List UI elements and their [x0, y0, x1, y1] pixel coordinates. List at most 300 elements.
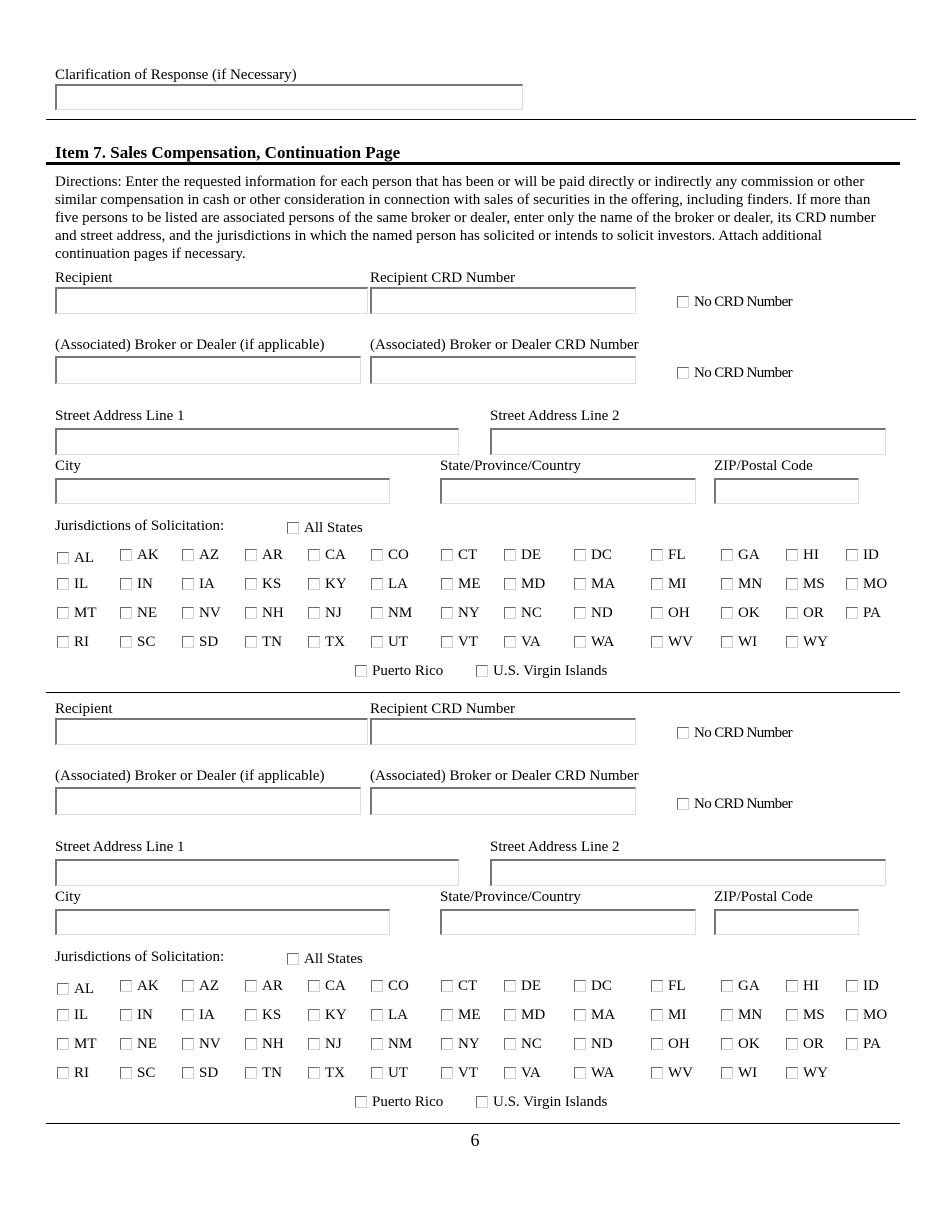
checkbox-label: CT	[458, 978, 478, 994]
checkbox-label: AZ	[199, 547, 219, 563]
state-checkbox-de[interactable]	[504, 546, 541, 564]
state-checkbox-md[interactable]	[504, 575, 545, 593]
state-checkbox-wy[interactable]	[786, 1064, 828, 1082]
checkbox-box[interactable]	[371, 549, 383, 561]
state-checkbox-id[interactable]	[846, 977, 879, 995]
state-checkbox-mo[interactable]	[846, 1006, 887, 1024]
checkbox-box[interactable]	[441, 1038, 453, 1050]
checkbox-label: LA	[388, 576, 408, 592]
no-crd-checkbox-broker[interactable]	[677, 364, 792, 382]
checkbox-box[interactable]	[504, 549, 516, 561]
checkbox-box[interactable]	[308, 1067, 320, 1079]
checkbox-label: RI	[74, 634, 89, 650]
state-checkbox-de[interactable]	[504, 977, 541, 995]
checkbox-label: WI	[738, 1065, 758, 1081]
state-checkbox-ar[interactable]	[245, 546, 283, 564]
checkbox-box[interactable]	[182, 578, 194, 590]
checkbox-box[interactable]	[120, 578, 132, 590]
state-checkbox-ct[interactable]	[441, 546, 477, 564]
state-checkbox-or[interactable]	[786, 1035, 824, 1053]
state-checkbox-ut[interactable]	[371, 633, 408, 651]
checkbox-box[interactable]	[721, 1067, 733, 1079]
checkbox-label: ND	[591, 605, 613, 621]
state-checkbox-ma[interactable]	[574, 575, 615, 593]
page-number: 6	[470, 1130, 480, 1150]
checkbox-box[interactable]	[120, 980, 132, 992]
state-checkbox-co[interactable]	[371, 546, 409, 564]
checkbox-box[interactable]	[355, 1096, 367, 1108]
state-checkbox-ct[interactable]	[441, 977, 477, 995]
checkbox-box[interactable]	[441, 636, 453, 648]
checkbox-label: WA	[591, 634, 615, 650]
checkbox-box[interactable]	[245, 636, 257, 648]
state-checkbox-nd[interactable]	[574, 604, 613, 622]
state-checkbox-ri[interactable]	[57, 1064, 89, 1082]
state-checkbox-ca[interactable]	[308, 977, 346, 995]
state-checkbox-ky[interactable]	[308, 1006, 347, 1024]
checkbox-box[interactable]	[574, 1009, 586, 1021]
checkbox-box[interactable]	[651, 1067, 663, 1079]
broker-label: (Associated) Broker or Dealer (if applicable)	[55, 768, 325, 784]
state-checkbox-ga[interactable]	[721, 546, 760, 564]
state-checkbox-mn[interactable]	[721, 575, 762, 593]
checkbox-label: All States	[304, 520, 363, 536]
checkbox-box[interactable]	[476, 1096, 488, 1108]
state-checkbox-ny[interactable]	[441, 604, 480, 622]
checkbox-box[interactable]	[504, 1038, 516, 1050]
broker-crd-input[interactable]	[370, 356, 636, 384]
state-checkbox-pa[interactable]	[846, 1035, 881, 1053]
checkbox-box[interactable]	[245, 980, 257, 992]
checkbox-label: SD	[199, 1065, 219, 1081]
checkbox-box[interactable]	[574, 1038, 586, 1050]
broker-crd-label: (Associated) Broker or Dealer CRD Number	[370, 337, 639, 353]
state-checkbox-in[interactable]	[120, 575, 153, 593]
state-checkbox-al[interactable]	[57, 549, 94, 567]
checkbox-box[interactable]	[651, 1009, 663, 1021]
checkbox-label: MN	[738, 1007, 763, 1023]
checkbox-box[interactable]	[574, 607, 586, 619]
checkbox-box[interactable]	[504, 607, 516, 619]
state-checkbox-sc[interactable]	[120, 633, 155, 651]
checkbox-box[interactable]	[721, 980, 733, 992]
checkbox-label: HI	[803, 547, 819, 563]
checkbox-label: OK	[738, 605, 760, 621]
clarification-input[interactable]	[55, 84, 523, 110]
state-checkbox-me[interactable]	[441, 575, 481, 593]
state-checkbox-co[interactable]	[371, 977, 409, 995]
state-checkbox-ri[interactable]	[57, 633, 89, 651]
checkbox-box[interactable]	[786, 1067, 798, 1079]
state-checkbox-nh[interactable]	[245, 1035, 284, 1053]
state-checkbox-ia[interactable]	[182, 575, 215, 593]
checkbox-box[interactable]	[786, 636, 798, 648]
checkbox-box[interactable]	[57, 636, 69, 648]
checkbox-label: ND	[591, 1036, 613, 1052]
checkbox-box[interactable]	[120, 549, 132, 561]
state-checkbox-mo[interactable]	[846, 575, 887, 593]
no-crd-checkbox-broker[interactable]	[677, 795, 792, 813]
checkbox-box[interactable]	[677, 798, 689, 810]
state-checkbox-mn[interactable]	[721, 1006, 762, 1024]
checkbox-box[interactable]	[245, 578, 257, 590]
checkbox-box[interactable]	[120, 1009, 132, 1021]
state-checkbox-mi[interactable]	[651, 1006, 686, 1024]
state-checkbox-ky[interactable]	[308, 575, 347, 593]
street1-input[interactable]	[55, 859, 459, 886]
checkbox-box[interactable]	[371, 1038, 383, 1050]
state-checkbox-tx[interactable]	[308, 1064, 345, 1082]
checkbox-box[interactable]	[721, 549, 733, 561]
state-checkbox-ms[interactable]	[786, 1006, 825, 1024]
state-checkbox-wy[interactable]	[786, 633, 828, 651]
checkbox-label: NC	[521, 1036, 542, 1052]
checkbox-label: FL	[668, 978, 686, 994]
checkbox-box[interactable]	[721, 578, 733, 590]
checkbox-box[interactable]	[574, 549, 586, 561]
state-checkbox-nh[interactable]	[245, 604, 284, 622]
state-checkbox-pa[interactable]	[846, 604, 881, 622]
checkbox-box[interactable]	[308, 1038, 320, 1050]
checkbox-box[interactable]	[721, 607, 733, 619]
checkbox-box[interactable]	[846, 1009, 858, 1021]
checkbox-box[interactable]	[182, 636, 194, 648]
checkbox-label: HI	[803, 978, 819, 994]
state-checkbox-nv[interactable]	[182, 604, 221, 622]
checkbox-box[interactable]	[308, 607, 320, 619]
checkbox-box[interactable]	[677, 296, 689, 308]
state-checkbox-az[interactable]	[182, 546, 219, 564]
jurisdictions-label: Jurisdictions of Solicitation:	[55, 949, 225, 965]
checkbox-box[interactable]	[651, 636, 663, 648]
checkbox-label: GA	[738, 547, 760, 563]
state-checkbox-fl[interactable]	[651, 546, 686, 564]
checkbox-box[interactable]	[57, 578, 69, 590]
state-checkbox-il[interactable]	[57, 1006, 88, 1024]
checkbox-box[interactable]	[57, 552, 69, 564]
checkbox-label: VA	[521, 634, 541, 650]
street2-input[interactable]	[490, 859, 886, 886]
usvi-checkbox[interactable]	[476, 662, 607, 680]
checkbox-box[interactable]	[441, 980, 453, 992]
recipient-input[interactable]	[55, 287, 368, 314]
state-checkbox-in[interactable]	[120, 1006, 153, 1024]
recipient-crd-input[interactable]	[370, 287, 636, 314]
state-checkbox-wv[interactable]	[651, 1064, 693, 1082]
state-checkbox-hi[interactable]	[786, 977, 819, 995]
checkbox-box[interactable]	[182, 1009, 194, 1021]
checkbox-box[interactable]	[308, 578, 320, 590]
checkbox-box[interactable]	[245, 549, 257, 561]
checkbox-label: Puerto Rico	[372, 1094, 444, 1110]
state-checkbox-az[interactable]	[182, 977, 219, 995]
checkbox-label: All States	[304, 951, 363, 967]
checkbox-box[interactable]	[371, 607, 383, 619]
checkbox-label: U.S. Virgin Islands	[493, 1094, 608, 1110]
checkbox-label: NY	[458, 1036, 480, 1052]
state-checkbox-nm[interactable]	[371, 604, 412, 622]
state-checkbox-nj[interactable]	[308, 604, 342, 622]
checkbox-box[interactable]	[308, 636, 320, 648]
zip-label: ZIP/Postal Code	[714, 458, 813, 474]
state-checkbox-il[interactable]	[57, 575, 88, 593]
checkbox-box[interactable]	[677, 727, 689, 739]
checkbox-box[interactable]	[786, 980, 798, 992]
checkbox-box[interactable]	[287, 953, 299, 965]
checkbox-box[interactable]	[57, 1009, 69, 1021]
checkbox-box[interactable]	[786, 1009, 798, 1021]
state-checkbox-hi[interactable]	[786, 546, 819, 564]
checkbox-box[interactable]	[355, 665, 367, 677]
state-label: State/Province/Country	[440, 889, 581, 905]
checkbox-label: AK	[137, 978, 159, 994]
checkbox-label: VA	[521, 1065, 541, 1081]
state-checkbox-tn[interactable]	[245, 1064, 282, 1082]
checkbox-label: U.S. Virgin Islands	[493, 663, 608, 679]
checkbox-box[interactable]	[441, 549, 453, 561]
checkbox-label: OR	[803, 1036, 824, 1052]
state-checkbox-sc[interactable]	[120, 1064, 155, 1082]
state-checkbox-ne[interactable]	[120, 1035, 157, 1053]
checkbox-box[interactable]	[57, 1038, 69, 1050]
state-checkbox-nm[interactable]	[371, 1035, 412, 1053]
checkbox-box[interactable]	[441, 1067, 453, 1079]
checkbox-box[interactable]	[504, 980, 516, 992]
state-checkbox-dc[interactable]	[574, 977, 612, 995]
checkbox-label: NH	[262, 605, 284, 621]
puerto-rico-checkbox[interactable]	[355, 1093, 443, 1111]
checkbox-box[interactable]	[651, 980, 663, 992]
checkbox-box[interactable]	[182, 980, 194, 992]
state-checkbox-wv[interactable]	[651, 633, 693, 651]
state-checkbox-tn[interactable]	[245, 633, 282, 651]
checkbox-box[interactable]	[308, 549, 320, 561]
state-checkbox-ak[interactable]	[120, 977, 159, 995]
checkbox-box[interactable]	[721, 636, 733, 648]
state-checkbox-ma[interactable]	[574, 1006, 615, 1024]
checkbox-box[interactable]	[651, 549, 663, 561]
state-checkbox-oh[interactable]	[651, 604, 690, 622]
checkbox-box[interactable]	[651, 1038, 663, 1050]
state-checkbox-md[interactable]	[504, 1006, 545, 1024]
checkbox-box[interactable]	[308, 1009, 320, 1021]
checkbox-box[interactable]	[721, 1038, 733, 1050]
checkbox-box[interactable]	[846, 549, 858, 561]
state-checkbox-nj[interactable]	[308, 1035, 342, 1053]
checkbox-box[interactable]	[287, 522, 299, 534]
checkbox-box[interactable]	[786, 549, 798, 561]
state-checkbox-ar[interactable]	[245, 977, 283, 995]
state-checkbox-dc[interactable]	[574, 546, 612, 564]
state-input[interactable]	[440, 909, 696, 935]
checkbox-box[interactable]	[786, 578, 798, 590]
state-checkbox-nd[interactable]	[574, 1035, 613, 1053]
state-checkbox-la[interactable]	[371, 575, 408, 593]
checkbox-label: KY	[325, 1007, 347, 1023]
state-checkbox-al[interactable]	[57, 980, 94, 998]
state-checkbox-wi[interactable]	[721, 633, 757, 651]
checkbox-box[interactable]	[651, 578, 663, 590]
state-checkbox-nc[interactable]	[504, 604, 542, 622]
checkbox-box[interactable]	[574, 578, 586, 590]
broker-input[interactable]	[55, 787, 361, 815]
broker-crd-input[interactable]	[370, 787, 636, 815]
no-crd-checkbox-recipient[interactable]	[677, 293, 792, 311]
street1-label: Street Address Line 1	[55, 408, 185, 424]
state-checkbox-tx[interactable]	[308, 633, 345, 651]
state-checkbox-ca[interactable]	[308, 546, 346, 564]
recipient-input[interactable]	[55, 718, 368, 745]
checkbox-box[interactable]	[476, 665, 488, 677]
checkbox-box[interactable]	[371, 980, 383, 992]
zip-input[interactable]	[714, 478, 859, 504]
no-crd-checkbox-recipient[interactable]	[677, 724, 792, 742]
checkbox-label: NJ	[325, 605, 342, 621]
state-checkbox-va[interactable]	[504, 1064, 541, 1082]
checkbox-box[interactable]	[245, 1067, 257, 1079]
state-checkbox-mt[interactable]	[57, 1035, 97, 1053]
state-checkbox-vt[interactable]	[441, 1064, 478, 1082]
checkbox-box[interactable]	[57, 983, 69, 995]
state-checkbox-ga[interactable]	[721, 977, 760, 995]
checkbox-box[interactable]	[846, 607, 858, 619]
state-checkbox-sd[interactable]	[182, 1064, 218, 1082]
section-divider	[46, 119, 916, 120]
checkbox-box[interactable]	[182, 1067, 194, 1079]
checkbox-box[interactable]	[308, 980, 320, 992]
state-checkbox-ok[interactable]	[721, 604, 760, 622]
checkbox-label: MT	[74, 605, 97, 621]
state-checkbox-mt[interactable]	[57, 604, 97, 622]
recipient-crd-input[interactable]	[370, 718, 636, 745]
checkbox-box[interactable]	[371, 636, 383, 648]
checkbox-box[interactable]	[245, 1038, 257, 1050]
checkbox-label: MO	[863, 1007, 888, 1023]
checkbox-box[interactable]	[574, 636, 586, 648]
zip-input[interactable]	[714, 909, 859, 935]
checkbox-box[interactable]	[574, 980, 586, 992]
all-states-checkbox[interactable]	[287, 950, 363, 968]
checkbox-label: NM	[388, 605, 413, 621]
checkbox-box[interactable]	[371, 1009, 383, 1021]
street2-input[interactable]	[490, 428, 886, 455]
checkbox-label: UT	[388, 634, 408, 650]
checkbox-label: MT	[74, 1036, 97, 1052]
state-checkbox-wa[interactable]	[574, 1064, 614, 1082]
checkbox-box[interactable]	[245, 607, 257, 619]
checkbox-label: AL	[74, 550, 94, 566]
street1-input[interactable]	[55, 428, 459, 455]
checkbox-box[interactable]	[846, 980, 858, 992]
state-checkbox-la[interactable]	[371, 1006, 408, 1024]
state-checkbox-nc[interactable]	[504, 1035, 542, 1053]
item7-heading: Item 7. Sales Compensation, Continuation Page	[55, 143, 401, 162]
usvi-checkbox[interactable]	[476, 1093, 607, 1111]
state-checkbox-wa[interactable]	[574, 633, 614, 651]
state-checkbox-mi[interactable]	[651, 575, 686, 593]
state-checkbox-ne[interactable]	[120, 604, 157, 622]
checkbox-label: MI	[668, 576, 687, 592]
checkbox-box[interactable]	[57, 1067, 69, 1079]
checkbox-box[interactable]	[441, 1009, 453, 1021]
state-checkbox-id[interactable]	[846, 546, 879, 564]
checkbox-box[interactable]	[786, 1038, 798, 1050]
checkbox-box[interactable]	[504, 636, 516, 648]
broker-crd-label: (Associated) Broker or Dealer CRD Number	[370, 768, 639, 784]
state-checkbox-or[interactable]	[786, 604, 824, 622]
state-checkbox-ok[interactable]	[721, 1035, 760, 1053]
street1-label: Street Address Line 1	[55, 839, 185, 855]
state-checkbox-ia[interactable]	[182, 1006, 215, 1024]
checkbox-box[interactable]	[441, 607, 453, 619]
checkbox-box[interactable]	[504, 1009, 516, 1021]
state-checkbox-vt[interactable]	[441, 633, 478, 651]
state-checkbox-ut[interactable]	[371, 1064, 408, 1082]
checkbox-box[interactable]	[182, 1038, 194, 1050]
broker-input[interactable]	[55, 356, 361, 384]
checkbox-box[interactable]	[504, 578, 516, 590]
city-input[interactable]	[55, 909, 390, 935]
checkbox-label: MS	[803, 576, 825, 592]
checkbox-box[interactable]	[441, 578, 453, 590]
checkbox-box[interactable]	[182, 549, 194, 561]
checkbox-box[interactable]	[846, 1038, 858, 1050]
checkbox-box[interactable]	[120, 1067, 132, 1079]
checkbox-label: IA	[199, 1007, 215, 1023]
state-checkbox-ak[interactable]	[120, 546, 159, 564]
puerto-rico-checkbox[interactable]	[355, 662, 443, 680]
checkbox-box[interactable]	[574, 1067, 586, 1079]
state-checkbox-wi[interactable]	[721, 1064, 757, 1082]
checkbox-box[interactable]	[120, 607, 132, 619]
checkbox-label: UT	[388, 1065, 408, 1081]
checkbox-box[interactable]	[120, 636, 132, 648]
state-checkbox-ks[interactable]	[245, 575, 281, 593]
checkbox-box[interactable]	[721, 1009, 733, 1021]
state-checkbox-ny[interactable]	[441, 1035, 480, 1053]
checkbox-box[interactable]	[371, 578, 383, 590]
checkbox-box[interactable]	[245, 1009, 257, 1021]
checkbox-box[interactable]	[371, 1067, 383, 1079]
state-checkbox-fl[interactable]	[651, 977, 686, 995]
checkbox-label: DC	[591, 547, 612, 563]
checkbox-box[interactable]	[677, 367, 689, 379]
state-input[interactable]	[440, 478, 696, 504]
state-checkbox-nv[interactable]	[182, 1035, 221, 1053]
state-checkbox-va[interactable]	[504, 633, 541, 651]
state-checkbox-ms[interactable]	[786, 575, 825, 593]
state-checkbox-ks[interactable]	[245, 1006, 281, 1024]
checkbox-box[interactable]	[846, 578, 858, 590]
checkbox-label: NE	[137, 1036, 157, 1052]
checkbox-label: IA	[199, 576, 215, 592]
checkbox-label: MA	[591, 576, 616, 592]
checkbox-box[interactable]	[120, 1038, 132, 1050]
checkbox-box[interactable]	[651, 607, 663, 619]
checkbox-box[interactable]	[504, 1067, 516, 1079]
checkbox-label: TN	[262, 634, 282, 650]
all-states-checkbox[interactable]	[287, 519, 363, 537]
checkbox-box[interactable]	[57, 607, 69, 619]
checkbox-box[interactable]	[786, 607, 798, 619]
state-checkbox-me[interactable]	[441, 1006, 481, 1024]
state-checkbox-sd[interactable]	[182, 633, 218, 651]
state-checkbox-oh[interactable]	[651, 1035, 690, 1053]
zip-label: ZIP/Postal Code	[714, 889, 813, 905]
checkbox-box[interactable]	[182, 607, 194, 619]
clarification-label: Clarification of Response (if Necessary)	[55, 67, 297, 83]
city-input[interactable]	[55, 478, 390, 504]
